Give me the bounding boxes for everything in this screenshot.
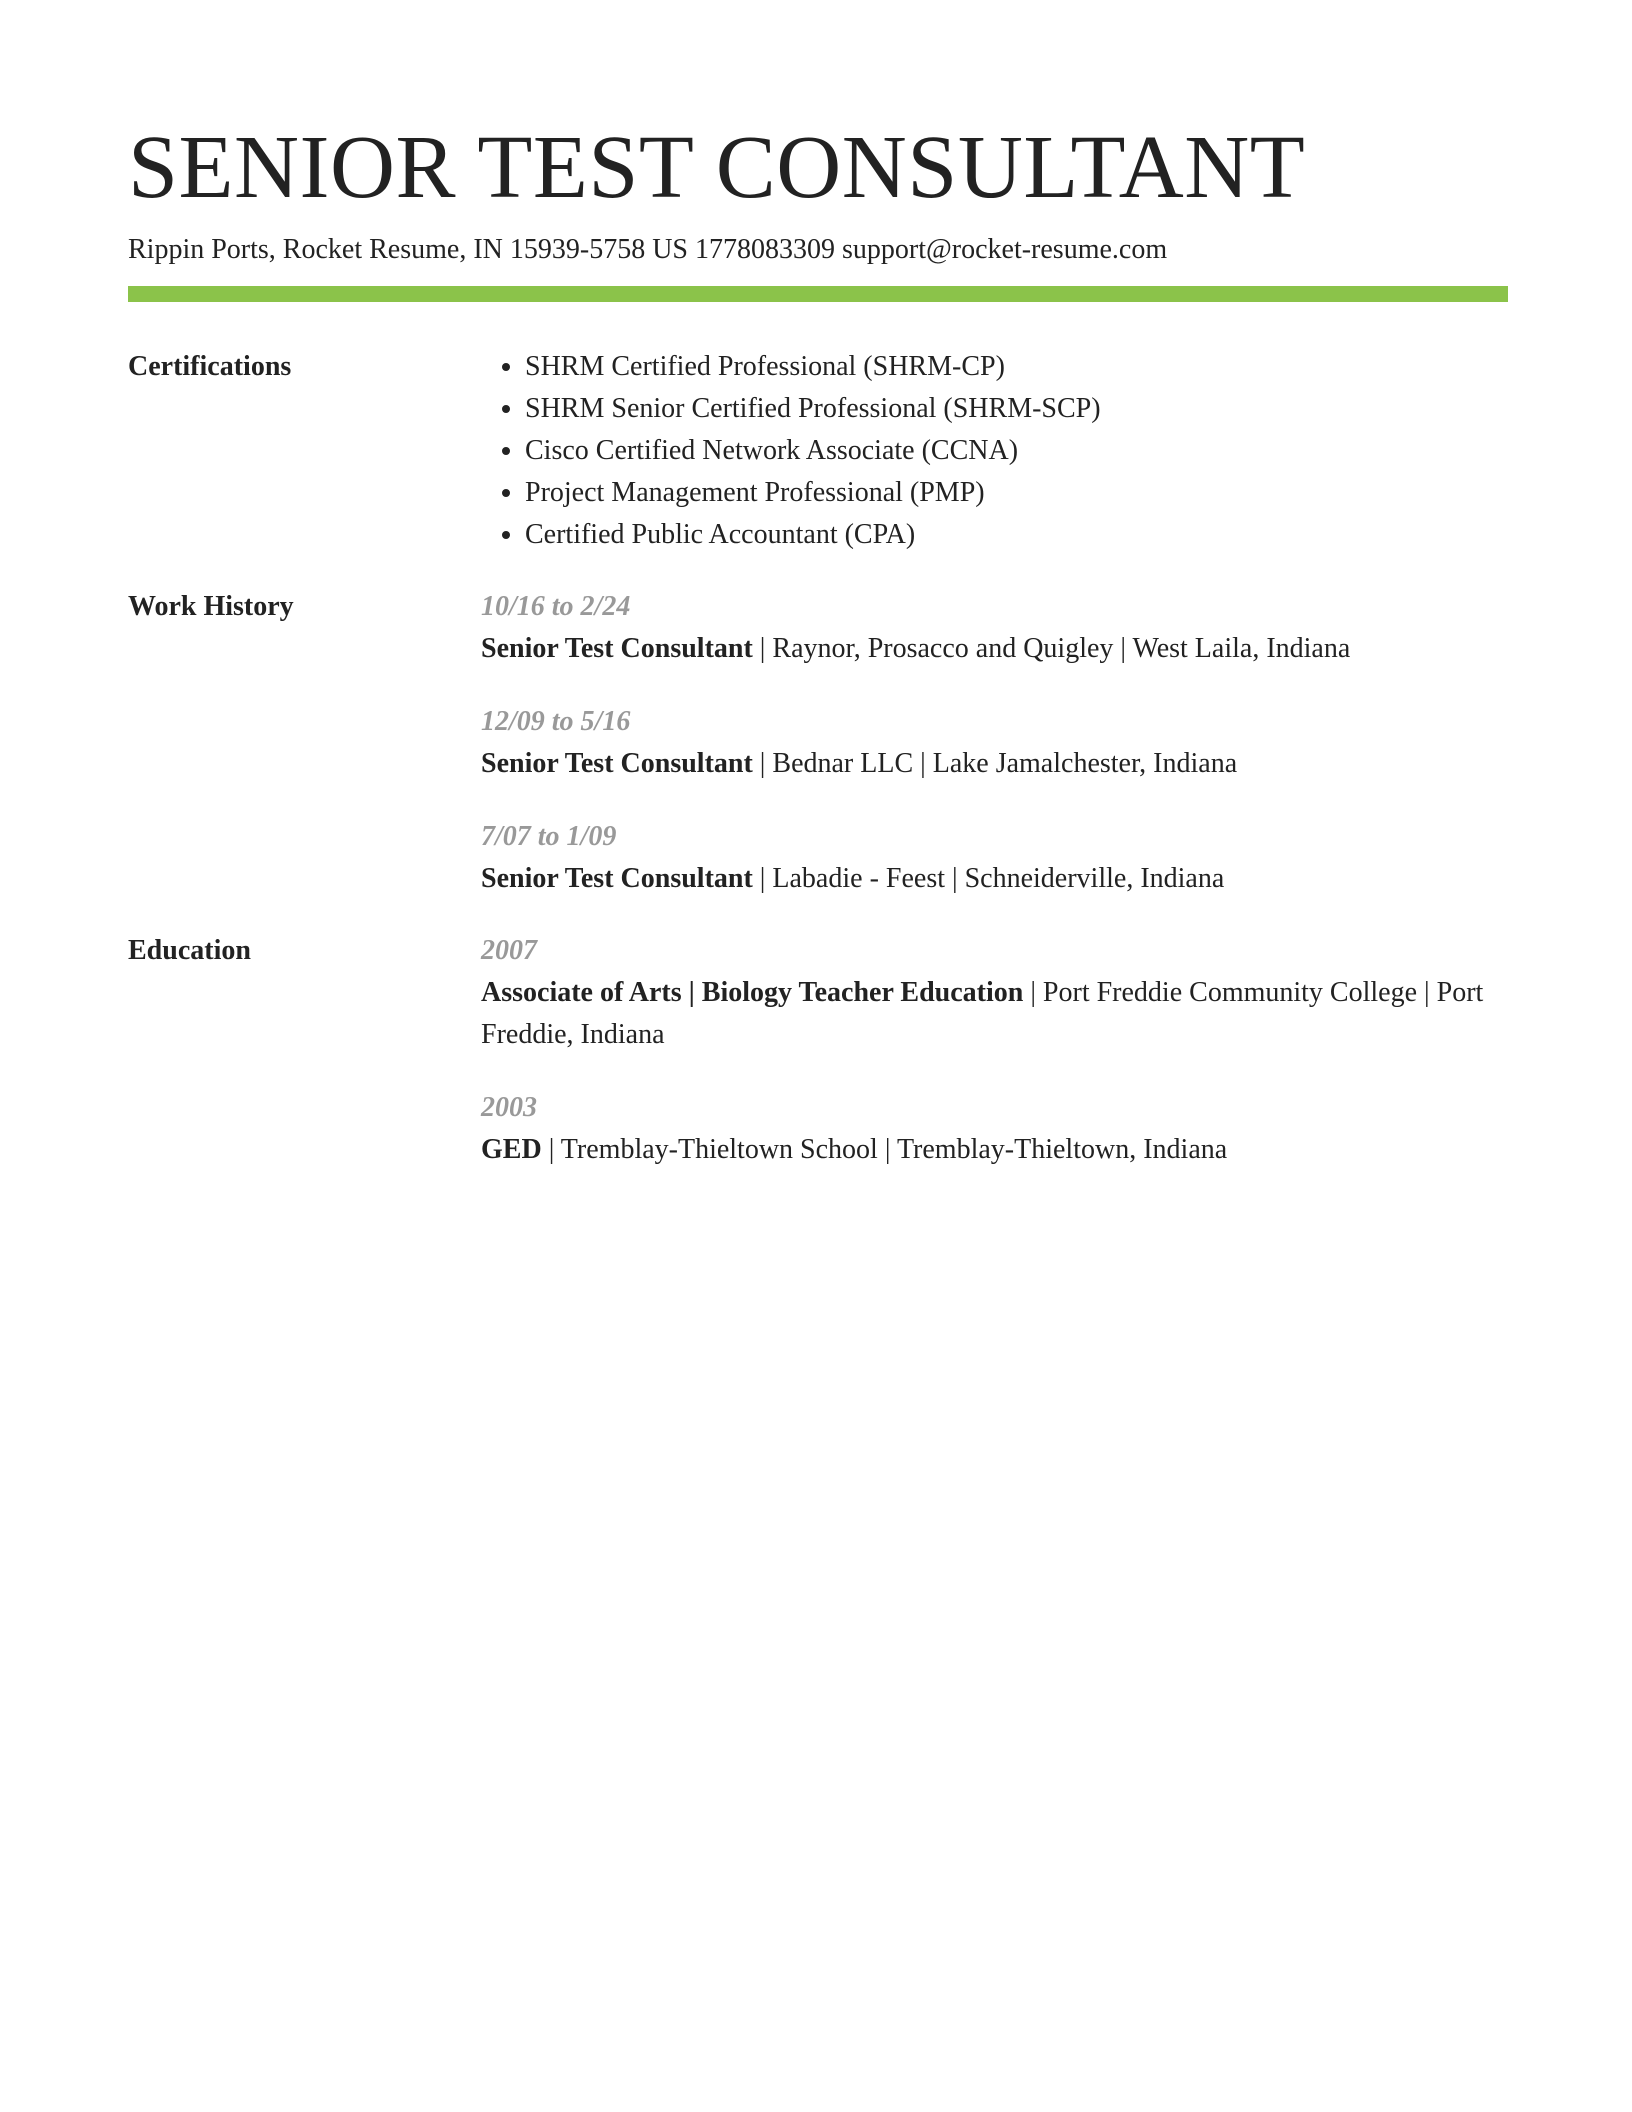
work-entry [481, 586, 1508, 670]
work-entry-details: | Labadie - Feest | Schneiderville, Indiana [752, 863, 1225, 894]
work-entry-title: Senior Test Consultant [481, 748, 753, 779]
accent-divider [128, 286, 1508, 302]
work-history-body [481, 586, 1508, 900]
work-entry-line [481, 628, 1508, 670]
work-entry-line [481, 743, 1508, 785]
work-entry-date: 12/09 to 5/16 [481, 706, 631, 737]
education-entry-date: 2003 [481, 1092, 537, 1123]
education-heading: Education [128, 935, 251, 966]
education-entry [481, 1087, 1508, 1171]
work-entry [481, 701, 1508, 785]
education-entry-title: Associate of Arts | Biology Teacher Education [481, 977, 1024, 1008]
certification-item: • SHRM Senior Certified Professional (SHRM-SCP) [525, 388, 1508, 430]
education-entry-details: | Port Freddie Community College | Port Freddie, Indiana [481, 977, 1484, 1050]
education-entry [481, 930, 1508, 1056]
certification-item: • Project Management Professional (PMP) [525, 472, 1508, 514]
work-entry [481, 816, 1508, 900]
work-entry-title: Senior Test Consultant [481, 863, 753, 894]
contact-info: Rippin Ports, Rocket Resume, IN 15939-5758 US 1778083309 support@rocket-resume.com [128, 234, 1168, 265]
work-entry-title: Senior Test Consultant [481, 633, 753, 664]
education-body [481, 930, 1508, 1171]
certification-item: • Cisco Certified Network Associate (CCNA) [525, 430, 1508, 472]
work-entry-details: | Raynor, Prosacco and Quigley | West Laila, Indiana [752, 633, 1351, 664]
education-entry-date: 2007 [481, 935, 537, 966]
resume-name: SENIOR TEST CONSULTANT [128, 118, 1306, 217]
certifications-list [481, 346, 1508, 556]
education-entry-title: GED [481, 1134, 542, 1165]
certification-item: • Certified Public Accountant (CPA) [525, 514, 1508, 556]
certifications-body [481, 346, 1508, 556]
education-entry-line [481, 1129, 1508, 1171]
work-entry-date: 7/07 to 1/09 [481, 821, 617, 852]
education-entry-details: | Tremblay-Thieltown School | Tremblay-Thieltown, Indiana [541, 1134, 1228, 1165]
work-entry-date: 10/16 to 2/24 [481, 591, 631, 622]
work-entry-line [481, 858, 1508, 900]
work-history-heading: Work History [128, 591, 294, 622]
certification-item: • SHRM Certified Professional (SHRM-CP) [525, 346, 1508, 388]
education-entry-line [481, 972, 1508, 1056]
work-entry-details: | Bednar LLC | Lake Jamalchester, Indiana [752, 748, 1238, 779]
certifications-heading: Certifications [128, 351, 292, 382]
